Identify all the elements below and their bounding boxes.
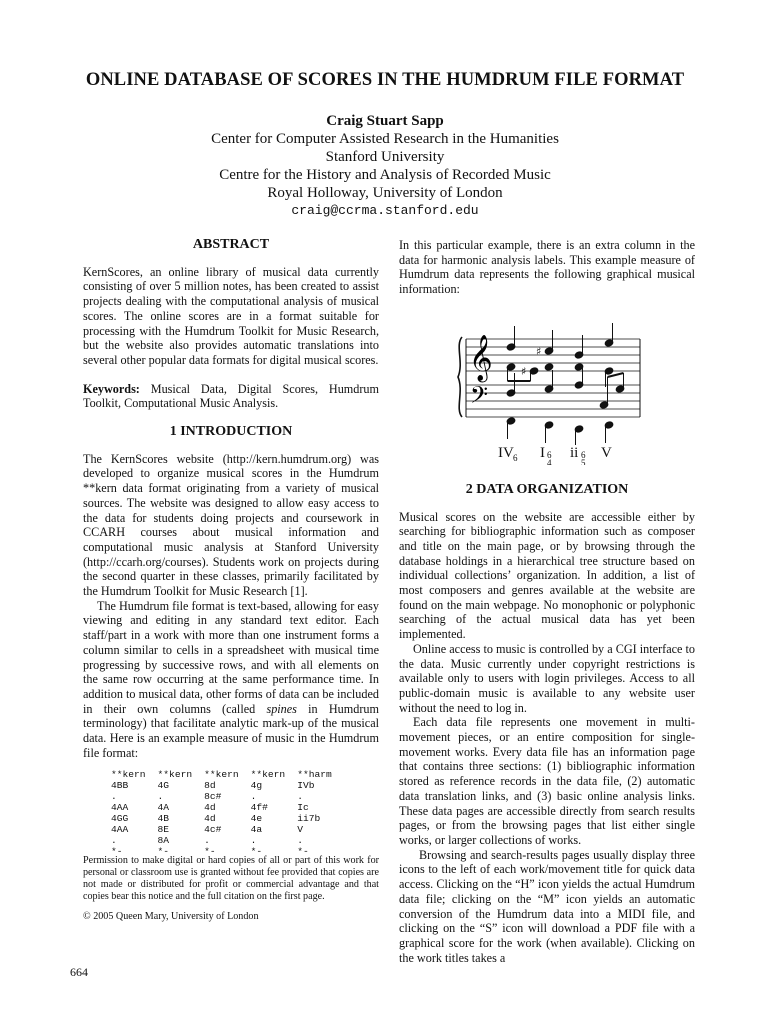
kern-cell: 4e <box>250 812 263 824</box>
svg-text:6: 6 <box>547 449 552 460</box>
chord-label-v: V <box>601 444 612 461</box>
kern-cell: 4f# <box>250 801 268 813</box>
kern-cell: . <box>204 834 210 846</box>
kern-cell: 4A <box>157 801 170 813</box>
kern-row <box>111 813 344 824</box>
author-name: Craig Stuart Sapp <box>326 113 444 129</box>
author-email: craig@ccrma.stanford.edu <box>291 203 479 218</box>
kern-cell: . <box>111 834 117 846</box>
kern-cell: **kern <box>157 768 193 780</box>
kern-cell: 8c# <box>204 790 222 802</box>
kern-cell: . <box>297 834 303 846</box>
affiliation-2: Stanford University <box>325 149 445 165</box>
kern-cell: 8A <box>157 834 170 846</box>
kern-row <box>111 835 344 846</box>
chord-label-iv: IV <box>498 444 514 461</box>
affiliation-4: Royal Holloway, University of London <box>267 185 503 201</box>
kern-cell: *- <box>250 845 263 857</box>
kern-cell: 8E <box>157 823 170 835</box>
intro-heading: 1 INTRODUCTION <box>169 424 293 440</box>
kern-cell: 4d <box>204 812 216 824</box>
copyright-notice: © 2005 Queen Mary, University of London <box>83 911 259 922</box>
svg-text:♯: ♯ <box>536 344 542 358</box>
kern-cell: 4d <box>204 801 216 813</box>
svg-text:5: 5 <box>581 457 586 465</box>
example-intro-text: In this particular example, there is an extra column in the data for harmonic analysis labels. This example measure of Humdrum data represents the following graphical musical information: <box>399 238 695 297</box>
paper-title: ONLINE DATABASE OF SCORES IN THE HUMDRUM FILE FORMAT <box>85 70 685 90</box>
intro-paragraph-2: The Humdrum file format is text-based, allowing for easy viewing and editing in any standard text editor. Each staff/part in a work with more than one instrument forms a column similar to cells in a spreadsheet with musical time progressing by successive rows, and with all elements on the same row occurring at the same performance time. In addition to musical data, other forms of data can be included in their own columns (called spines in Humdrum terminology) that facilitate analytic mark-up of the musical data. Here is an example measure of music in the Humdrum file format: <box>83 598 379 760</box>
kern-cell: *- <box>297 845 309 857</box>
kern-cell: 4GG <box>111 812 129 824</box>
kern-cell: . <box>297 790 303 802</box>
section-2-heading: 2 DATA ORGANIZATION <box>465 481 629 497</box>
abstract-heading: ABSTRACT <box>192 237 270 252</box>
spines-term: spines <box>266 701 297 716</box>
svg-text:6: 6 <box>581 449 586 460</box>
affiliation-3: Centre for the History and Analysis of Recorded Music <box>219 167 551 183</box>
kern-cell: *- <box>157 845 170 857</box>
sharp-icon: ♯ <box>521 364 527 378</box>
kern-cell: V <box>297 823 303 835</box>
kern-row <box>111 824 344 835</box>
kern-row <box>111 802 344 813</box>
kern-cell: . <box>250 834 257 846</box>
page-number: 664 <box>70 965 88 979</box>
author-block <box>0 112 770 220</box>
kern-row <box>111 769 344 780</box>
kern-row <box>111 791 344 802</box>
kern-cell: 8d <box>204 779 216 791</box>
kern-cell: *- <box>111 845 123 857</box>
kern-cell: . <box>111 790 117 802</box>
kern-cell: **kern <box>250 768 286 780</box>
section-2-paragraph-4: Browsing and search-results pages usually display three icons to the left of each work/movement title for quick data access. Clicking on the “H” icon yields the actual Humdrum data file; clicking on the “M” icon yields an automatic conversion of the Humdrum data into a MIDI file, and clicking on the “S” icon will download a PDF file with a graphical score for the work (when available). Clicking on the work titles takes a <box>399 847 695 965</box>
kern-cell: **kern <box>111 768 146 780</box>
keywords-label: Keywords: <box>83 381 140 396</box>
kern-cell: 4a <box>250 823 263 835</box>
kern-cell: 4g <box>250 779 263 791</box>
section-2-paragraph-1: Musical scores on the website are accessible either by searching for bibliographic information such as composer and title on the main page, or by browsing through the database holdings in a hierarchical tree structure based on individual collections’ organization. In addition, a list of most composers and genres available at the website are found on the main webpage. No monophonic or polyphonic searching of the actual musical data has yet been implemented. <box>399 509 695 642</box>
svg-text:4: 4 <box>547 457 552 465</box>
right-column <box>399 238 695 965</box>
kern-cell: 4BB <box>111 779 129 791</box>
kern-cell: **harm <box>297 768 332 780</box>
treble-clef-icon: 𝄞 <box>469 334 493 381</box>
copyright-footnote <box>83 855 379 923</box>
left-column <box>83 238 379 857</box>
kern-cell: Ic <box>297 801 309 813</box>
section-2-paragraph-2: Online access to music is controlled by a CGI interface to the data. Music currently under copyright restrictions is available only to users with login privileges. Access to all public-domain music is available to any website user without the need to log in. <box>399 641 695 715</box>
kern-row <box>111 780 344 791</box>
svg-text:6: 6 <box>513 452 518 463</box>
kern-cell: IVb <box>297 779 315 791</box>
keywords <box>83 382 379 411</box>
kern-cell: **kern <box>204 768 239 780</box>
bass-notes <box>506 364 625 445</box>
harmonic-analysis-labels <box>498 445 612 465</box>
permission-notice: Permission to make digital or hard copies of all or part of this work for personal or classroom use is granted without fee provided that copies are not made or distributed for profit or commercial advantage and that copies bear this notice and the full citation on the first page. <box>83 855 379 902</box>
note-d5 <box>544 363 554 371</box>
kern-cell: . <box>157 790 164 802</box>
music-notation-figure <box>454 315 644 465</box>
keywords-text: Musical Data, Digital Scores, Humdrum Toolkit, Computational Music Analysis. <box>83 381 380 411</box>
kern-cell: 4AA <box>111 801 129 813</box>
kern-cell: 4B <box>157 812 170 824</box>
humdrum-example-table <box>111 769 344 857</box>
bass-clef-icon: 𝄢 <box>470 380 489 414</box>
kern-cell: *- <box>204 845 216 857</box>
kern-cell: ii7b <box>297 812 321 824</box>
intro-paragraph-1: The KernScores website (http://kern.humdrum.org) was developed to organize musical scores in the Humdrum **kern data format originating from a variety of musical sources. The website was designed to allow easy access to the data for students doing projects and coursework in CCARH courses about musical information and computational music analysis at Stanford University (http://ccarh.org/courses). Students work on projects during the second quarter in these classes, primarily facilitated by the Humdrum Toolkit for Music Research [1]. <box>83 451 379 599</box>
abstract-text: KernScores, an online library of musical data currently consisting of over 5 million notes, has been created to assist projects dealing with the computational analysis of musical scores. The online scores are in a format suitable for processing with the Humdrum Toolkit for Music Research, but the website also provides automatic translations into several other popular data formats for digital musical scores. <box>83 264 379 367</box>
grand-staff-brace <box>458 337 462 417</box>
kern-cell: 4c# <box>204 823 222 835</box>
kern-cell: . <box>250 790 257 802</box>
chord-label-ii: ii <box>570 444 579 461</box>
section-2-paragraph-3: Each data file represents one movement in multi-movement pieces, or an entire composition for single-movement works. Every data file has an information page that contains three sections: (1) bibliographic information stored as reference records in the data file, (2) automatic data translation links, and (3) basic online analysis links. These data pages are accessible directly from search results pages, or from the browsing pages that list either single works, or larger collections of works. <box>399 715 695 847</box>
affiliation-1: Center for Computer Assisted Research in the Humanities <box>211 131 559 147</box>
kern-cell: 4AA <box>111 823 129 835</box>
chord-label-i: I <box>540 444 545 461</box>
kern-cell: 4G <box>157 779 170 791</box>
